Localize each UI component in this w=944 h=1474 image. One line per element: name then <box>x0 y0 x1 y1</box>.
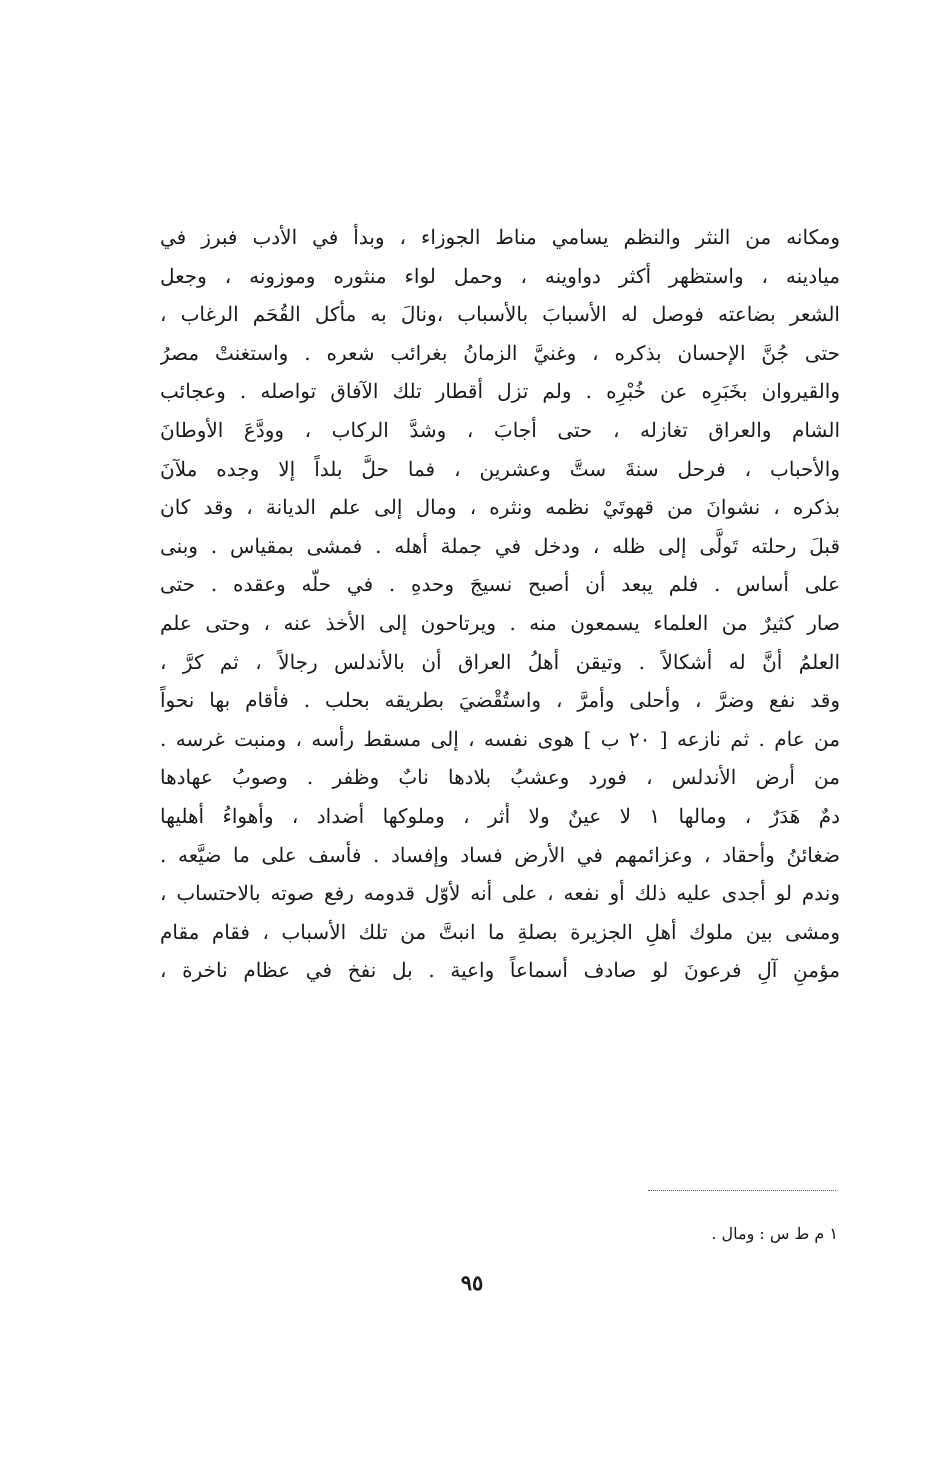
text-line: من أرض الأندلس ، فورد وعشبُ بلادها نابٌ وظفر . وصوبُ عهادها <box>160 765 840 790</box>
text-line: والأحباب ، فرحل سنةَ ستَّ وعشرين ، فما حلَّ بلداً إلا وجده ملآنَ <box>160 456 840 481</box>
text-line: على أساس . فلم يبعد أن أصبح نسيجَ وحدهِ . في حلّه وعقده . حتى <box>160 572 840 597</box>
text-line: ومشى بين ملوك أهلِ الجزيرة بصلةِ ما انبتَّ من تلك الأسباب ، فقام مقام <box>160 919 840 944</box>
text-line: حتى جُنَّ الإحسان بذكره ، وغنيَّ الزمانُ بغرائب شعره . واستغنتْ مصرُ <box>160 340 840 365</box>
page-number: ٩٥ <box>460 1270 484 1295</box>
text-line: بذكره ، نشوانَ من قهوتَيْ نظمه ونثره ، ومال إلى علم الديانة ، وقد كان <box>160 495 840 520</box>
text-line: وندم لو أجدى عليه ذلك أو نفعه ، على أنه لأوّل قدومه رفع صوته بالاحتساب ، <box>160 881 840 906</box>
text-line: العلمُ أنَّ له أشكالاً . وتيقن أهلُ العراق أن بالأندلس رجالاً ، ثم كرَّ ، <box>160 649 840 674</box>
text-line: ميادينه ، واستظهر أكثر دواوينه ، وحمل لواء منثوره وموزونه ، وجعل <box>160 263 840 288</box>
text-line: مؤمنِ آلِ فرعونَ لو صادف أسماعاً واعية . بل نفخ في عظام ناخرة ، <box>160 958 840 983</box>
text-line: من عام . ثم نازعه [ ٢٠ ب ] هوى نفسه ، إلى مسقط رأسه ، ومنبت غرسه . <box>160 726 840 751</box>
footnote-separator <box>648 1190 836 1191</box>
text-line: قبلَ رحلته تَولَّى إلى ظله ، ودخل في جملة أهله . فمشى بمقياس . وبنى <box>160 533 840 558</box>
text-line: صار كثيرٌ من العلماء يسمعون منه . ويرتاحون إلى الأخذ عنه ، وحتى علم <box>160 610 840 635</box>
footnote: ١ م ط س : ومال . <box>711 1224 838 1243</box>
text-line: ومكانه من النثر والنظم يسامي مناط الجوزاء ، وبدأ في الأدب فبرز في <box>160 225 840 249</box>
text-line: الشعر بضاعته فوصل له الأسبابَ بالأسباب ،ونالَ به مأكل القُحَم الرغاب ، <box>160 302 840 327</box>
text-line: الشام والعراق تغازله ، حتى أجابَ ، وشدَّ الركاب ، وودَّعَ الأوطانَ <box>160 417 840 442</box>
text-line: والقيروان بخَبَرِه عن خُبْرِه . ولم تزل أقطار تلك الآفاق تواصله . وعجائب <box>160 379 840 404</box>
text-line: ضغائنُ وأحقاد ، وعزائمهم في الأرض فساد وإفساد . فأسف على ما ضيَّعه . <box>160 842 840 867</box>
text-line: وقد نفع وضرَّ ، وأحلى وأمرَّ ، واستُقْضيَ بطريقه بحلب . فأقام بها نحواً <box>160 688 840 713</box>
text-line: دمٌ هَدَرٌ ، ومالها ١ لا عينٌ ولا أثر ، وملوكها أضداد ، وأهواءُ أهليها <box>160 803 840 828</box>
main-text-block <box>160 218 840 990</box>
